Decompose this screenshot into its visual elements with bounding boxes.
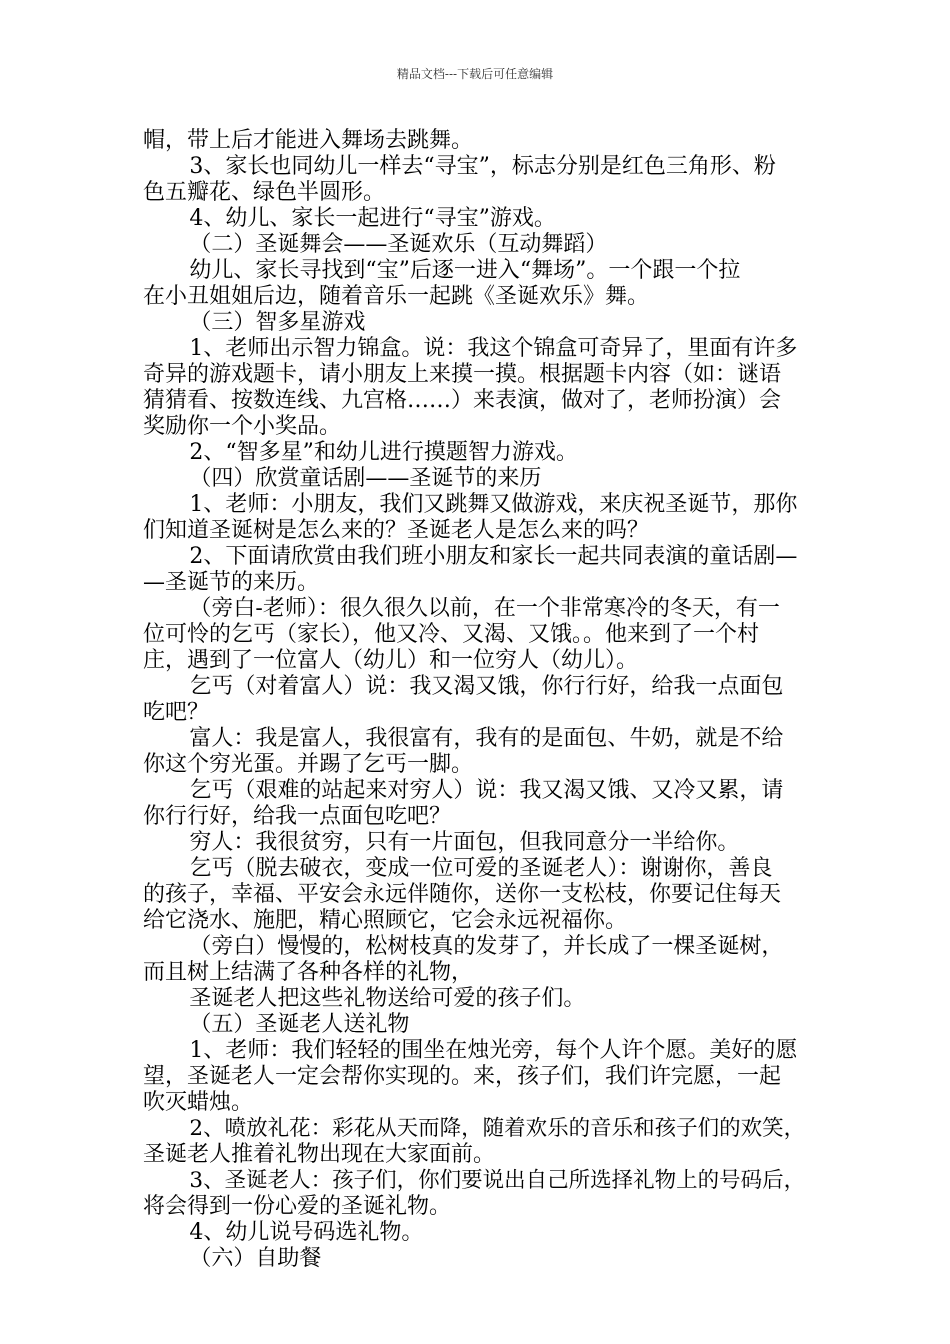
paragraph-first-line: 乞丐（艰难的站起来对穷人）说：我又渴又饿、又冷又累，请 xyxy=(189,778,784,803)
paragraph-first-line: （二）圣诞舞会——圣诞欢乐（互动舞蹈） xyxy=(189,232,608,257)
paragraph-first-line: 1、老师出示智力锦盒。说：我这个锦盒可奇异了，里面有许多 xyxy=(189,336,798,361)
paragraph-first-line: （五）圣诞老人送礼物 xyxy=(189,1012,410,1037)
paragraph-line: 给它浇水、施肥，精心照顾它，它会永远祝福你。 xyxy=(143,908,628,933)
paragraph-line: —圣诞节的来历。 xyxy=(143,570,320,595)
paragraph-first-line: 4、幼儿说号码选礼物。 xyxy=(189,1220,424,1245)
paragraph-line: 你行行好，给我一点面包吃吧？ xyxy=(143,804,452,829)
paragraph-first-line: 富人：我是富人，我很富有，我有的是面包、牛奶，就是不给 xyxy=(189,726,784,751)
paragraph-first-line: 4、幼儿、家长一起进行“寻宝”游戏。 xyxy=(189,206,556,231)
paragraph-first-line: 2、喷放礼花：彩花从天而降，随着欢乐的音乐和孩子们的欢笑， xyxy=(189,1116,806,1141)
paragraph-line: 庄，遇到了一位富人（幼儿）和一位穷人（幼儿）。 xyxy=(143,648,639,673)
paragraph-line: 奖励你一个小奖品。 xyxy=(143,414,342,439)
paragraph-first-line: 2、“智多星”和幼儿进行摸题智力游戏。 xyxy=(189,440,578,465)
paragraph-first-line: 3、圣诞老人：孩子们，你们要说出自己所选择礼物上的号码后， xyxy=(189,1168,806,1193)
paragraph-first-line: 幼儿、家长寻找到“宝”后逐一进入“舞场”。一个跟一个拉 xyxy=(189,258,741,283)
paragraph-line: 色五瓣花、绿色半圆形。 xyxy=(143,180,386,205)
paragraph-line: 而且树上结满了各种各样的礼物， xyxy=(143,960,474,985)
page-header: 精品文档---下载后可任意编辑 xyxy=(396,67,554,81)
paragraph-first-line: 穷人：我很贫穷，只有一片面包，但我同意分一半给你。 xyxy=(189,830,740,855)
paragraph-line: 望，圣诞老人一定会帮你实现的。来，孩子们，我们许完愿，一起 xyxy=(143,1064,782,1089)
paragraph-first-line: （旁白-老师）：很久很久以前，在一个非常寒冷的冬天，有一 xyxy=(189,596,780,621)
paragraph-line: 你这个穷光蛋。并踢了乞丐一脚。 xyxy=(143,752,474,777)
paragraph-first-line: 3、家长也同幼儿一样去“寻宝”，标志分别是红色三角形、粉 xyxy=(189,154,776,179)
paragraph-first-line: （旁白）慢慢的，松树枝真的发芽了，并长成了一棵圣诞树， xyxy=(189,934,784,959)
paragraph-first-line: 乞丐（脱去破衣，变成一位可爱的圣诞老人）：谢谢你，善良 xyxy=(189,856,773,881)
paragraph-first-line: 2、下面请欣赏由我们班小朋友和家长一起共同表演的童话剧— xyxy=(189,544,798,569)
paragraph-line: 吹灭蜡烛。 xyxy=(143,1090,254,1115)
paragraph-line: 奇异的游戏题卡，请小朋友上来摸一摸。根据题卡内容（如：谜语 xyxy=(143,362,782,387)
paragraph-line: 位可怜的乞丐（家长），他又冷、又渴、又饿。。他来到了一个村 xyxy=(143,622,760,647)
paragraph-line: 猜猜看、按数连线、九宫格……）来表演，做对了，老师扮演）会 xyxy=(143,388,782,413)
paragraph-first-line: （六）自助餐 xyxy=(189,1246,322,1271)
paragraph-first-line: （四）欣赏童话剧——圣诞节的来历 xyxy=(189,466,542,491)
document-body xyxy=(143,128,810,1272)
paragraph-line: 吃吧？ xyxy=(143,700,210,725)
paragraph-line: 们知道圣诞树是怎么来的？圣诞老人是怎么来的吗？ xyxy=(143,518,650,543)
paragraph-first-line: 圣诞老人把这些礼物送给可爱的孩子们。 xyxy=(189,986,586,1011)
paragraph-first-line: 乞丐（对着富人）说：我又渴又饿，你行行好，给我一点面包 xyxy=(189,674,784,699)
paragraph-first-line: 1、老师：小朋友，我们又跳舞又做游戏，来庆祝圣诞节，那你 xyxy=(189,492,798,517)
paragraph-line: 的孩子，幸福、平安会永远伴随你，送你一支松枝，你要记住每天 xyxy=(143,882,782,907)
paragraph-line: 帽，带上后才能进入舞场去跳舞。 xyxy=(143,128,474,153)
paragraph-line: 将会得到一份心爱的圣诞礼物。 xyxy=(143,1194,452,1219)
paragraph-line: 在小丑姐姐后边，随着音乐一起跳《圣诞欢乐》舞。 xyxy=(143,284,650,309)
paragraph-first-line: 1、老师：我们轻轻的围坐在烛光旁，每个人许个愿。美好的愿 xyxy=(189,1038,798,1063)
paragraph-first-line: （三）智多星游戏 xyxy=(189,310,366,335)
paragraph-line: 圣诞老人推着礼物出现在大家面前。 xyxy=(143,1142,496,1167)
